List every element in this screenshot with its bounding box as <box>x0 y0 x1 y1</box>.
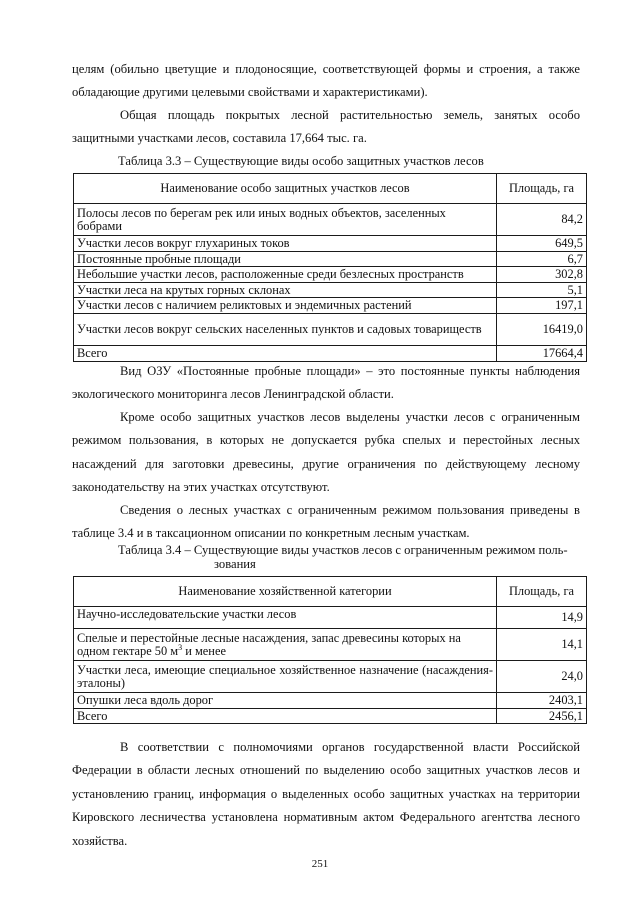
row-area: 2456,1 <box>497 708 587 724</box>
row-name: Научно-исследовательские участки лесов <box>74 607 497 629</box>
row-area: 17664,4 <box>497 345 587 361</box>
table-total-row <box>74 345 587 361</box>
row-name: Всего <box>74 345 497 361</box>
page-number: 251 <box>311 858 329 870</box>
table-3-4-caption-line2: зования <box>214 557 256 571</box>
row-name: Опушки леса вдоль дорог <box>74 693 497 709</box>
table-3-4 <box>73 576 587 724</box>
table-row <box>74 204 587 236</box>
row-area: 14,1 <box>497 629 587 661</box>
row-area: 197,1 <box>497 298 587 314</box>
column-header-name: Наименование особо защитных участков лесов <box>74 174 497 204</box>
row-name: Участки леса на крутых горных склонах <box>74 282 497 298</box>
row-name <box>74 629 497 661</box>
table-row <box>74 629 587 661</box>
row-area: 84,2 <box>497 204 587 236</box>
area-paragraph: Общая площадь покрытых лесной растительностью земель, занятых особо защитными участками лесов, составила 17,664 тыс. га. <box>72 108 580 146</box>
row-area: 14,9 <box>497 607 587 629</box>
row-area: 5,1 <box>497 282 587 298</box>
table-3-4-caption-line1: Таблица 3.4 – Существующие виды участков лесов с ограниченным режимом поль- <box>118 543 568 557</box>
table-total-row <box>74 708 587 724</box>
column-header-area: Площадь, га <box>497 174 587 204</box>
row-name: Небольшие участки лесов, расположенные среди безлесных пространств <box>74 267 497 283</box>
table-row <box>74 282 587 298</box>
row-area: 649,5 <box>497 236 587 252</box>
row-area: 24,0 <box>497 661 587 693</box>
column-header-name: Наименование хозяйственной категории <box>74 577 497 607</box>
row-name: Участки леса, имеющие специальное хозяйственное назначение (насаждения-эталоны) <box>74 661 497 693</box>
row-area: 16419,0 <box>497 313 587 345</box>
column-header-area: Площадь, га <box>497 577 587 607</box>
row-name: Постоянные пробные площади <box>74 251 497 267</box>
closing-paragraph: В соответствии с полномочиями органов государственной власти Российской Федерации в области лесных отношений по выделению особо защитных участков лесов и установлению границ, информация о выделенных особо защитных участках на территории Кировского лесничества установлена нормативным актом Федерального агентства лесного хозяйства. <box>72 740 580 848</box>
row-name: Участки лесов с наличием реликтовых и эндемичных растений <box>74 298 497 314</box>
intro-paragraph: целям (обильно цветущие и плодоносящие, соответствующей формы и строения, а также обладающие другими целевыми свойствами и характеристиками). <box>72 62 580 100</box>
row-name: Полосы лесов по берегам рек или иных водных объектов, заселенных бобрами <box>74 204 497 236</box>
table-row <box>74 661 587 693</box>
table-3-3-caption: Таблица 3.3 – Существующие виды особо защитных участков лесов <box>118 154 484 168</box>
row-name-text-end: и менее <box>182 643 226 658</box>
table-header-row <box>74 174 587 204</box>
restricted-paragraph: Кроме особо защитных участков лесов выделены участки лесов с ограниченным режимом пользования, в которых не допускается рубка спелых и перестойных лесных насаждений для заготовки древесины, другие ограничения по действующему лесному законодательству на этих участках отсутствуют. <box>72 410 580 495</box>
row-name-text: Спелые и перестойные лесные насаждения, запас древесины которых на одном гектаре 50 м <box>77 630 461 658</box>
table-row <box>74 298 587 314</box>
table-row <box>74 267 587 283</box>
row-name: Участки лесов вокруг сельских населенных пунктов и садовых товариществ <box>74 313 497 345</box>
table-row <box>74 251 587 267</box>
table-row <box>74 236 587 252</box>
table-3-3 <box>73 173 587 362</box>
superscript-cubed: 3 <box>178 642 183 652</box>
row-area: 2403,1 <box>497 693 587 709</box>
row-area: 302,8 <box>497 267 587 283</box>
row-name: Участки лесов вокруг глухариных токов <box>74 236 497 252</box>
table-row <box>74 607 587 629</box>
row-name: Всего <box>74 708 497 724</box>
row-area: 6,7 <box>497 251 587 267</box>
table-row <box>74 313 587 345</box>
ozu-paragraph: Вид ОЗУ «Постоянные пробные площади» – это постоянные пункты наблюдения экологического мониторинга лесов Ленинградской области. <box>72 364 580 402</box>
table-header-row <box>74 577 587 607</box>
info-paragraph: Сведения о лесных участках с ограниченным режимом пользования приведены в таблице 3.4 и в таксационном описании по конкретным лесным участкам. <box>72 503 580 541</box>
table-row <box>74 693 587 709</box>
